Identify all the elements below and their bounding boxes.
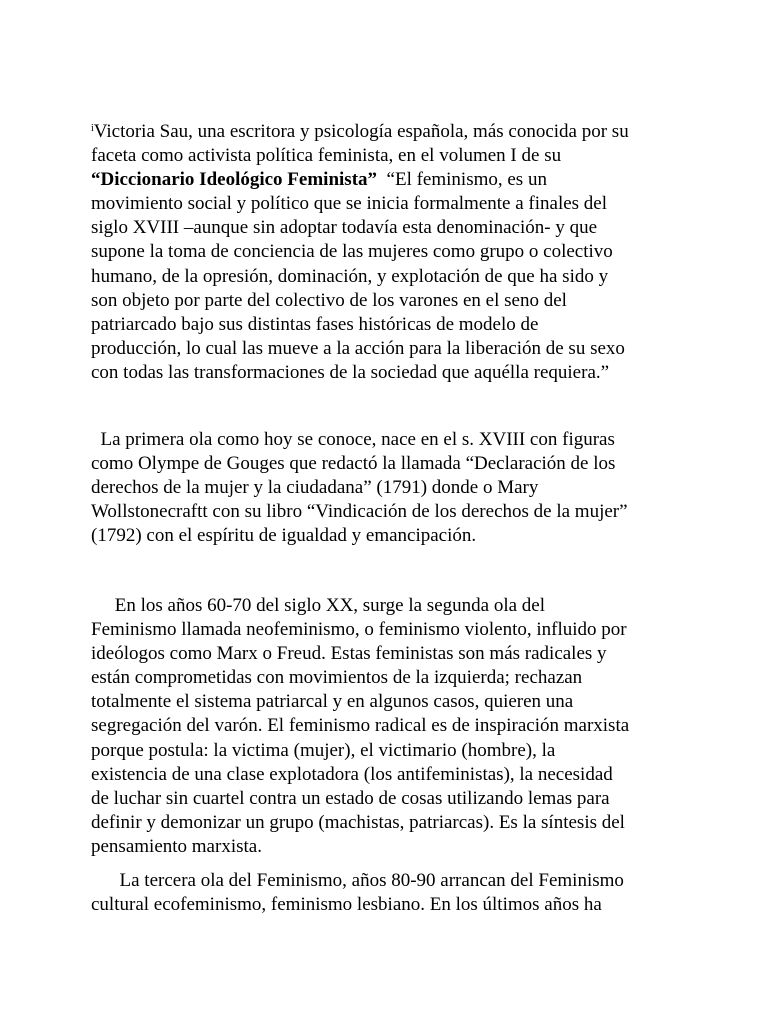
text-line: La primera ola como hoy se conoce, nace en el s. XVIII con figuras [91,429,615,450]
text-line: cultural ecofeminismo, feminismo lesbiano. En los últimos años ha [91,894,602,916]
text-line: derechos de la mujer y la ciudadana” (1791) donde o Mary [91,477,539,499]
text-line: humano, de la opresión, dominación, y explotación de que ha sido y [91,265,609,287]
text-line: pensamiento marxista. [91,835,262,857]
paragraph-second-wave [91,594,691,859]
text-line: con todas las transformaciones de la sociedad que aquélla requiera.” [91,361,610,383]
book-title: “Diccionario Ideológico Feminista” [91,169,378,191]
text-line: faceta como activista política feminista, en el volumen I de su [91,145,562,167]
text-line-content: Victoria Sau, una escritora y psicología española, más conocida por su [93,121,629,142]
text-line: Feminismo llamada neofeminismo, o feminismo violento, influido por [91,619,627,641]
paragraph-victoria-sau-definition [91,120,691,385]
text-line: La tercera ola del Feminismo, años 80-90 arrancan del Feminismo [91,870,624,891]
text-line [91,168,691,192]
text-line: existencia de una clase explotadora (los antifeministas), la necesidad [91,763,613,785]
text-line: Wollstonecraftt con su libro “Vindicación de los derechos de la mujer” [91,501,628,523]
text-line: son objeto por parte del colectivo de los varones en el seno del [91,289,567,311]
text-line: En los años 60-70 del siglo XX, surge la segunda ola del [91,595,545,616]
text-line: totalmente el sistema patriarcal y en algunos casos, quieren una [91,691,574,713]
text-line-content: “El feminismo, es un [377,169,547,191]
text-line: definir y demonizar un grupo (machistas, patriarcas). Es la síntesis del [91,811,625,833]
text-line: (1792) con el espíritu de igualdad y emancipación. [91,525,477,547]
text-line: patriarcado bajo sus distintas fases históricas de modelo de [91,313,539,335]
footnote-marker: i [91,123,94,134]
text-line: segregación del varón. El feminismo radical es de inspiración marxista [91,715,630,737]
text-line: supone la toma de conciencia de las mujeres como grupo o colectivo [91,241,613,263]
paragraph-first-wave [91,428,691,548]
text-line: producción, lo cual las mueve a la acción para la liberación de su sexo [91,337,625,359]
text-line: porque postula: la victima (mujer), el victimario (hombre), la [91,739,556,761]
text-line: ideólogos como Marx o Freud. Estas feministas son más radicales y [91,643,607,665]
text-line: están comprometidas con movimientos de la izquierda; rechazan [91,667,583,689]
text-line: de luchar sin cuartel contra un estado de cosas utilizando lemas para [91,787,610,809]
paragraph-third-wave [91,869,691,917]
text-line: siglo XVIII –aunque sin adoptar todavía esta denominación- y que [91,217,597,239]
text-line: movimiento social y político que se inicia formalmente a finales del [91,193,608,215]
text-line: como Olympe de Gouges que redactó la llamada “Declaración de los [91,453,616,475]
text-line [91,120,691,144]
